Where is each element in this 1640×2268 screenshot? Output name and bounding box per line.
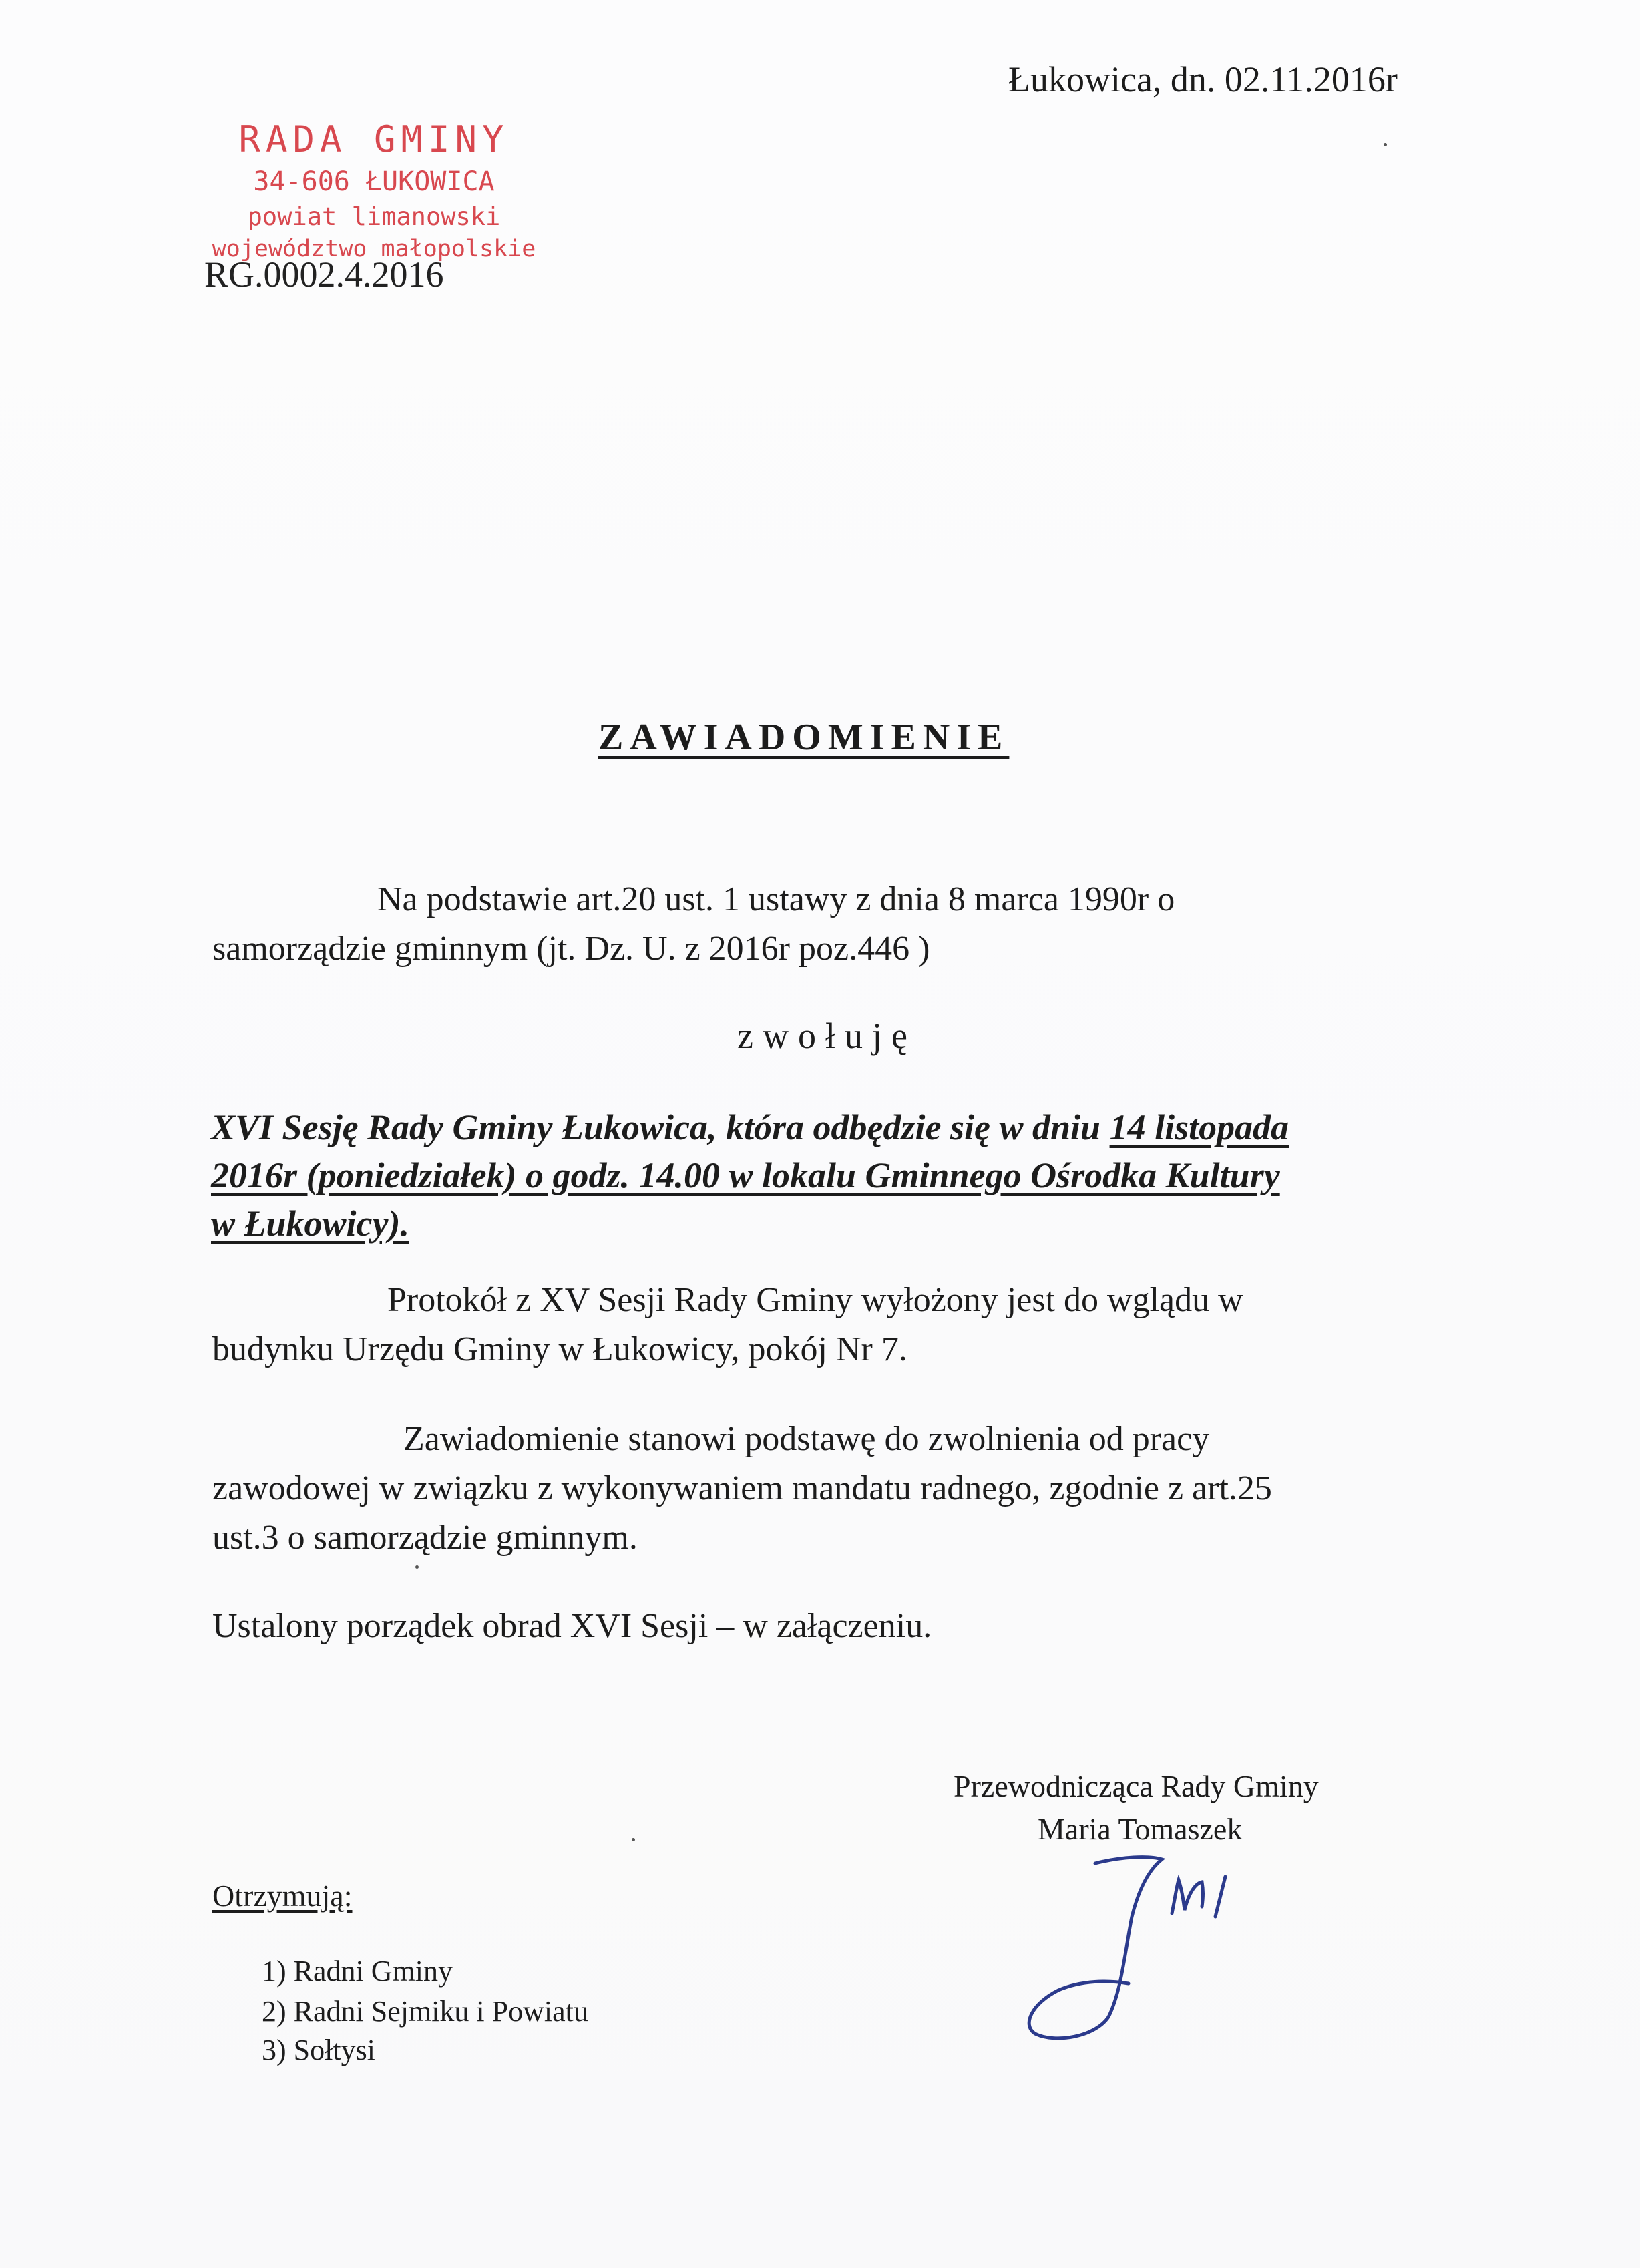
reference-number: RG.0002.4.2016: [204, 254, 444, 295]
scan-speck: [1384, 143, 1387, 146]
session-date: 14 listopada: [1109, 1107, 1289, 1147]
paragraph-2-line-2: budynku Urzędu Gminy w Łukowicy, pokój Nr 7.: [212, 1330, 907, 1368]
paragraph-1-line-1: Na podstawie art.20 ust. 1 ustawy z dnia 8 marca 1990r o: [377, 880, 1175, 918]
scan-speck: [632, 1838, 635, 1841]
convene-word: zwołuję: [737, 1016, 917, 1056]
recipient-item: 1) Radni Gminy: [262, 1955, 453, 1988]
stamp-line-3: powiat limanowski: [247, 202, 501, 231]
handwritten-signature: [995, 1850, 1275, 2050]
stamp-line-2: 34-606 ŁUKOWICA: [253, 166, 495, 197]
signatory-role: Przewodnicząca Rady Gminy: [954, 1769, 1319, 1803]
council-stamp: [180, 119, 568, 264]
signatory-name: Maria Tomaszek: [1038, 1812, 1243, 1846]
scan-speck: [415, 1565, 419, 1569]
paragraph-4: Ustalony porządek obrad XVI Sesji – w załączeniu.: [212, 1607, 932, 1645]
recipients-heading: Otrzymują:: [212, 1879, 353, 1913]
place-date: Łukowica, dn. 02.11.2016r: [1008, 59, 1398, 100]
stamp-line-4: województwo małopolskie: [212, 236, 536, 262]
recipient-item: 3) Sołtysi: [262, 2034, 375, 2066]
recipient-item: 2) Radni Sejmiku i Powiatu: [262, 1995, 588, 2028]
paragraph-3-line-1: Zawiadomienie stanowi podstawę do zwolnienia od pracy: [403, 1420, 1210, 1458]
paragraph-3-line-3: ust.3 o samorządzie gminnym.: [212, 1519, 638, 1557]
session-line-1-text: XVI Sesję Rady Gminy Łukowica, która odbędzie się w dniu: [211, 1107, 1110, 1147]
session-line-3: w Łukowicy).: [211, 1203, 409, 1244]
paragraph-1-line-2: samorządzie gminnym (jt. Dz. U. z 2016r poz.446 ): [212, 930, 930, 968]
stamp-line-1: RADA GMINY: [238, 118, 509, 160]
session-line-1: [211, 1103, 1289, 1151]
document-title: ZAWIADOMIENIE: [598, 717, 1010, 758]
session-line-2: 2016r (poniedziałek) o godz. 14.00 w lokalu Gminnego Ośrodka Kultury: [211, 1155, 1280, 1195]
paragraph-2-line-1: Protokół z XV Sesji Rady Gminy wyłożony jest do wglądu w: [387, 1281, 1243, 1319]
paragraph-3-line-2: zawodowej w związku z wykonywaniem mandatu radnego, zgodnie z art.25: [212, 1469, 1272, 1507]
